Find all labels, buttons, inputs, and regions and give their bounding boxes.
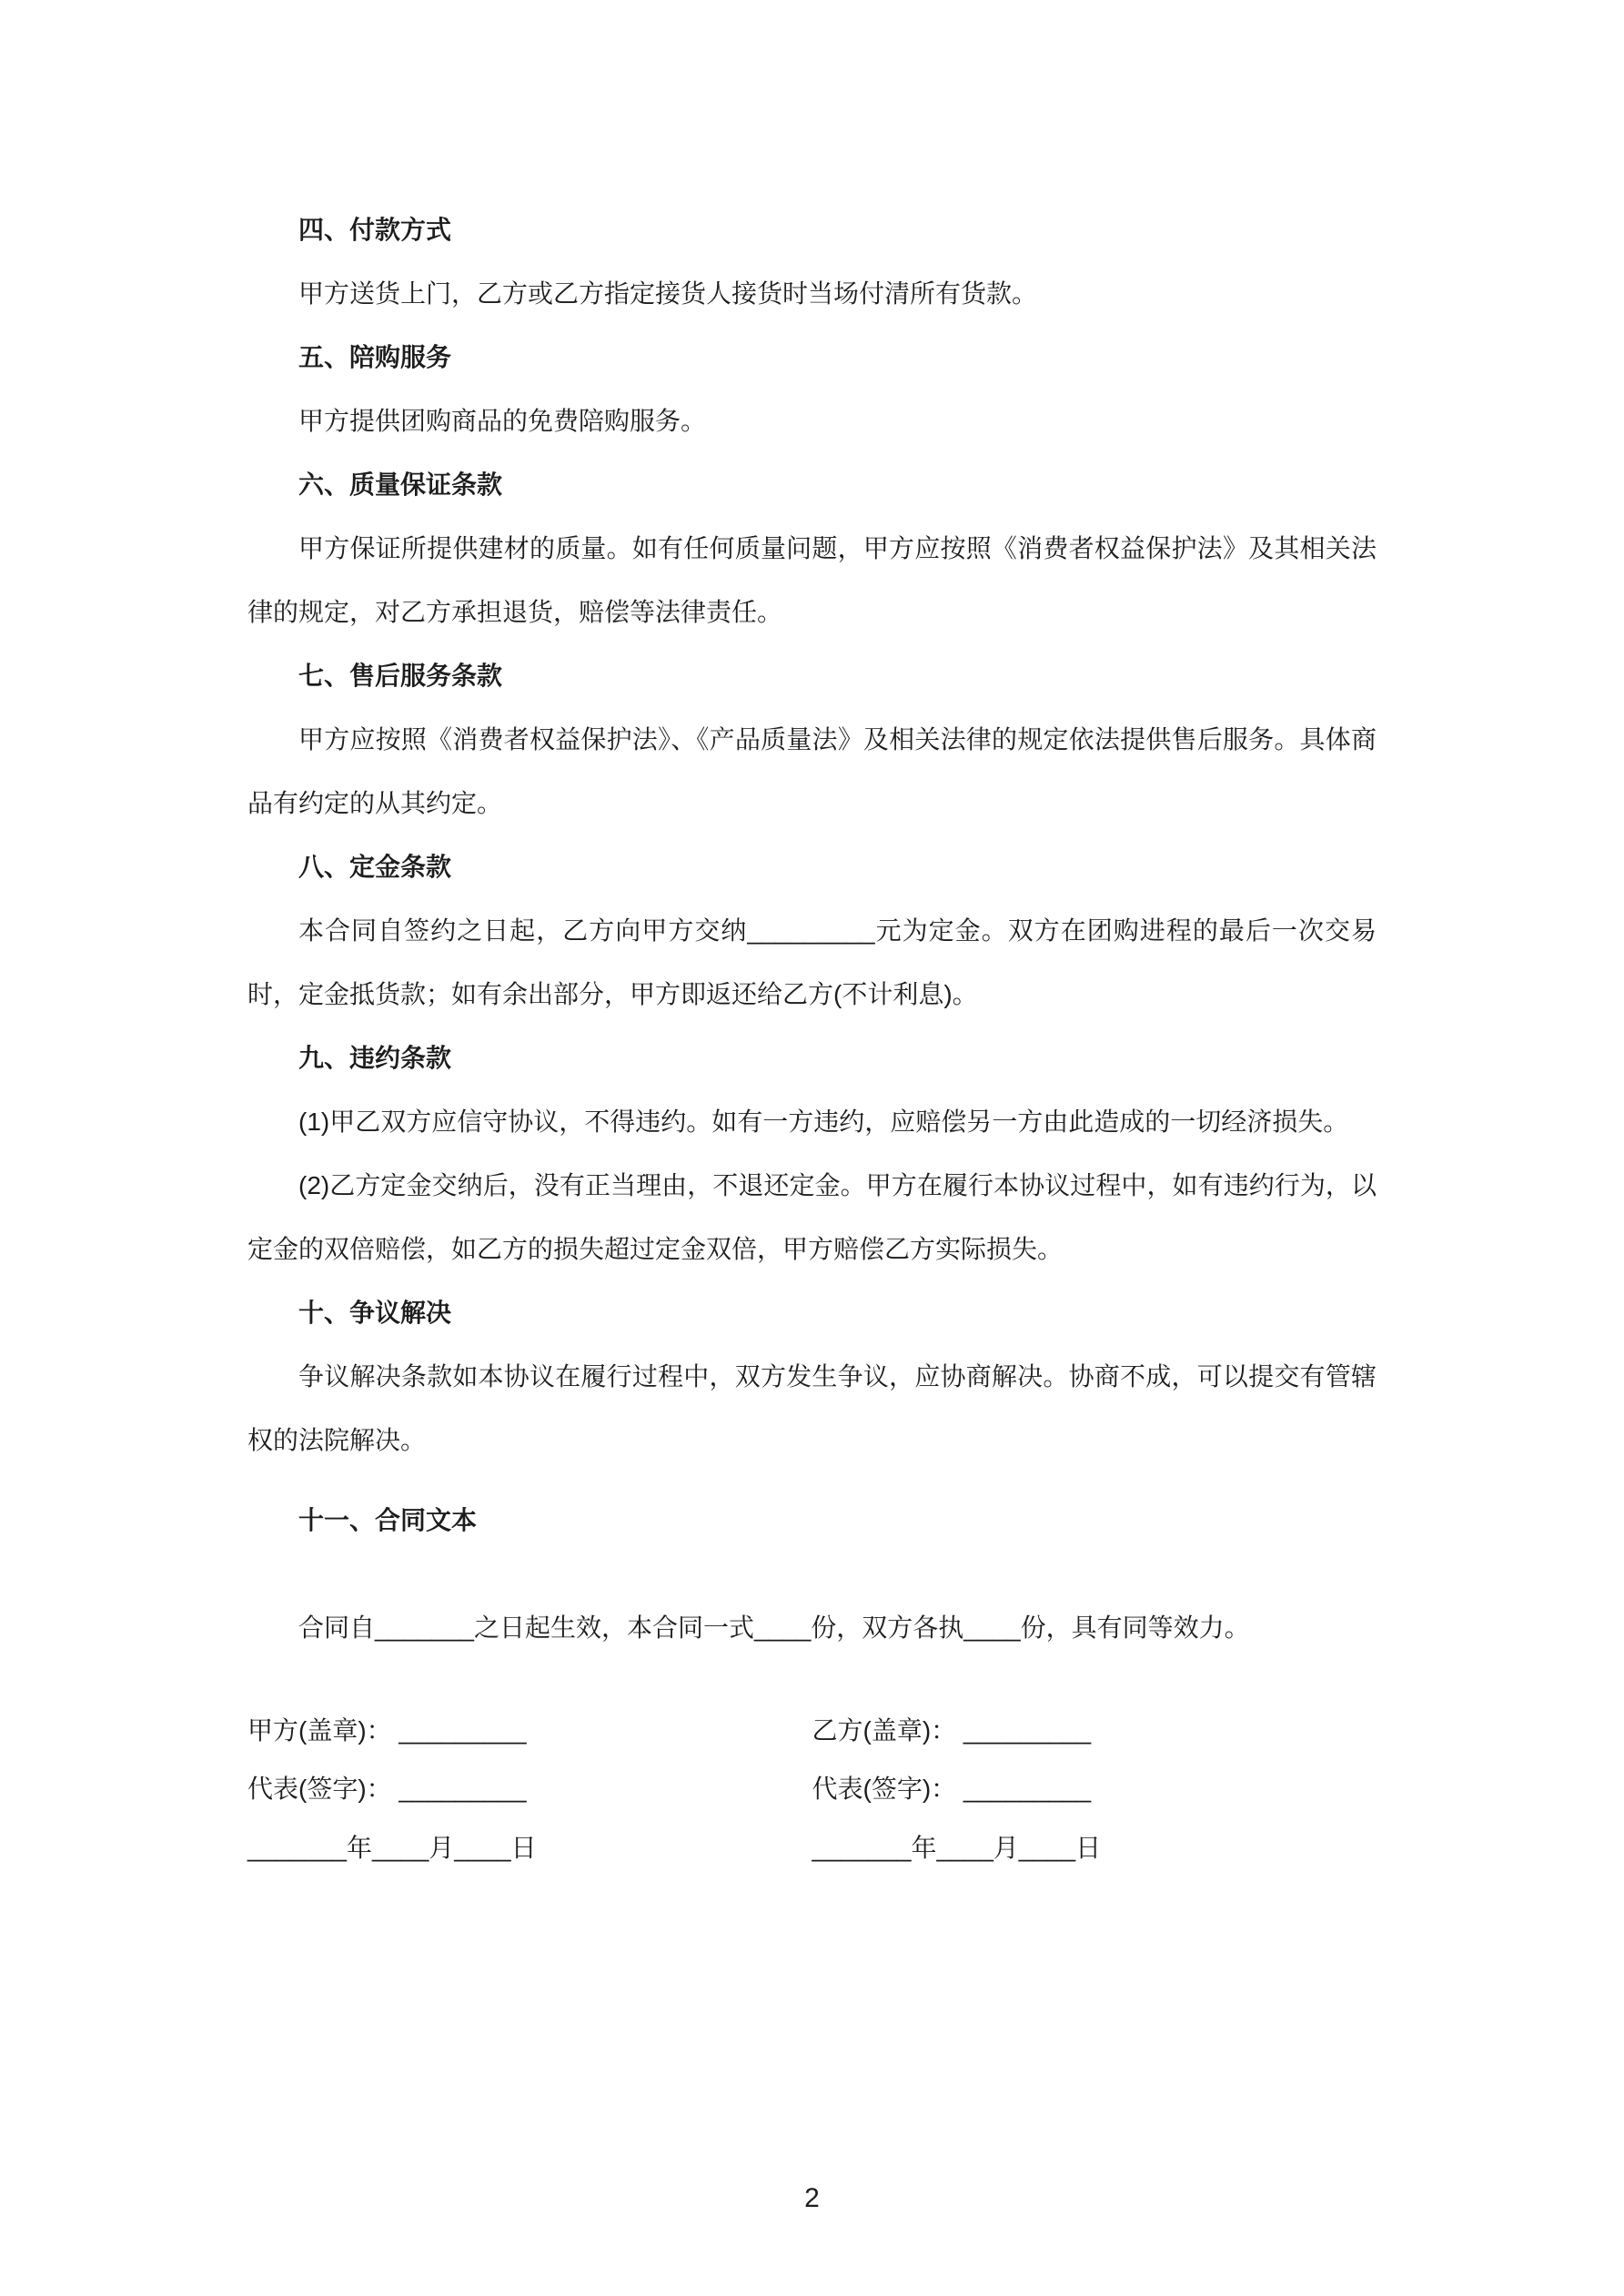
signature-block [247,1702,1377,1877]
party-a-signature-column [247,1702,812,1877]
page-number: 2 [804,2183,820,2213]
section-heading: 六、质量保证条款 [298,470,503,499]
section-deposit-terms [247,835,1377,1027]
section-paragraph: (1)甲乙双方应信守协议，不得违约。如有一方违约，应赔偿另一方由此造成的一切经济损失。 [298,1108,1349,1136]
party-b-date-line: _______年____月____日 [812,1833,1102,1862]
section-quality-guarantee [247,453,1377,644]
contract-effective-line: 合同自_______之日起生效，本合同一式____份，双方各执____份，具有同等效力。 [298,1613,1250,1642]
party-b-seal-line: 乙方(盖章)： _________ [812,1716,1092,1745]
section-after-sales [247,644,1377,835]
section-heading: 八、定金条款 [298,853,452,881]
section-dispute-resolution [247,1281,1377,1472]
party-a-sign-line: 代表(签字)： _________ [247,1775,527,1804]
section-heading: 十一、合同文本 [298,1506,478,1534]
party-b-signature-column [812,1702,1377,1877]
party-a-date-line: _______年____月____日 [247,1833,537,1862]
section-heading: 五、陪购服务 [298,343,452,371]
section-contract-copies [247,1489,1377,1553]
section-shopping-service [247,326,1377,453]
section-paragraph: 甲方送货上门，乙方或乙方指定接货人接货时当场付清所有货款。 [298,279,1038,308]
section-payment-method [247,198,1377,326]
section-paragraph: 甲方保证所提供建材的质量。如有任何质量问题，甲方应按照《消费者权益保护法》及其相关法律的规定，对乙方承担退货，赔偿等法律责任。 [247,534,1377,626]
section-paragraph: 甲方提供团购商品的免费陪购服务。 [298,407,707,435]
section-paragraph: (2)乙方定金交纳后，没有正当理由，不退还定金。甲方在履行本协议过程中，如有违约行为，以定金的双倍赔偿，如乙方的损失超过定金双倍，甲方赔偿乙方实际损失。 [247,1171,1377,1263]
section-paragraph: 甲方应按照《消费者权益保护法》、《产品质量法》及相关法律的规定依法提供售后服务。具体商品有约定的从其约定。 [247,725,1377,817]
party-b-sign-line: 代表(签字)： _________ [812,1775,1092,1804]
section-heading: 九、违约条款 [298,1044,452,1072]
section-heading: 四、付款方式 [298,216,452,244]
section-paragraph: 争议解决条款如本协议在履行过程中，双方发生争议，应协商解决。协商不成，可以提交有管辖权的法院解决。 [247,1362,1377,1454]
section-breach-terms [247,1027,1377,1281]
section-heading: 十、争议解决 [298,1299,452,1327]
party-a-seal-line: 甲方(盖章)： _________ [247,1716,527,1745]
section-heading: 七、售后服务条款 [298,662,503,690]
section-paragraph: 本合同自签约之日起，乙方向甲方交纳_________元为定金。双方在团购进程的最后一次交易时，定金抵货款；如有余出部分，甲方即返还给乙方(不计利息)。 [247,916,1377,1008]
